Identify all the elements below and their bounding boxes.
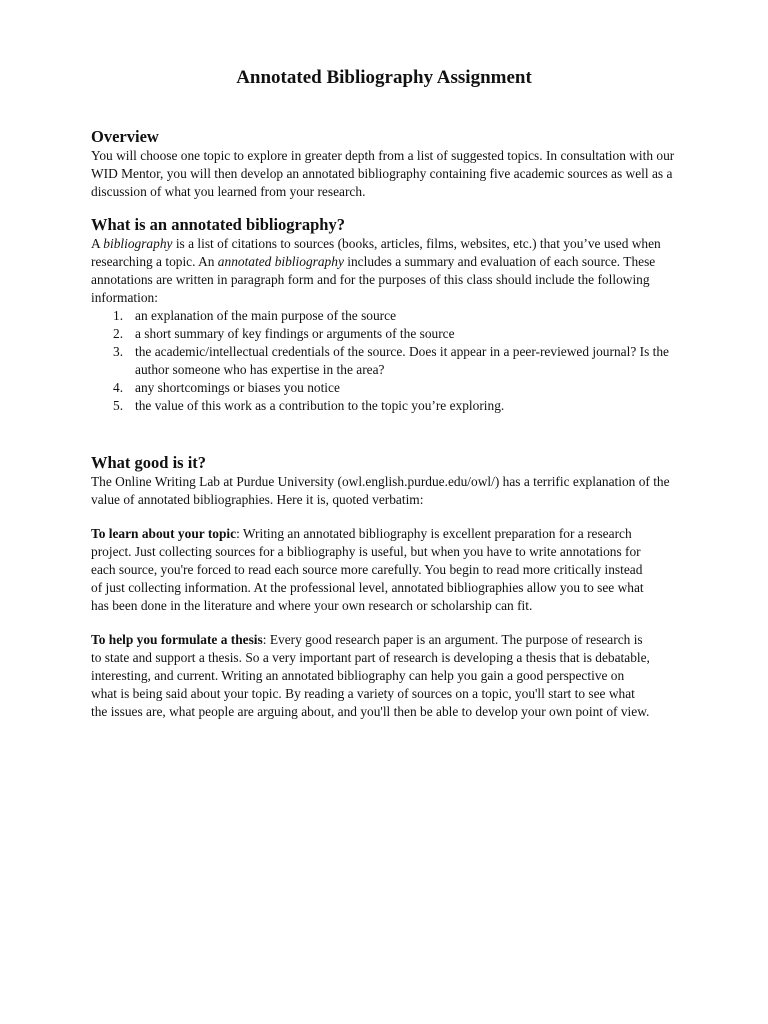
list-item [91, 397, 687, 415]
what-is-section [91, 215, 687, 415]
text-run: is a list of citations to sources (books, articles, films, websites, etc.) that you’ve used when researching a topic. An [91, 236, 661, 269]
term-annotated-bibliography: annotated bibliography [217, 254, 344, 269]
text-run: includes a summary and evaluation of each source. These annotations are written in paragraph form and for the purposes of this class should include the following information: [91, 254, 656, 305]
text-run: A [91, 236, 104, 251]
document-title: Annotated Bibliography Assignment [236, 67, 532, 88]
quote-text: : Writing an annotated bibliography is excellent preparation for a research project. Just collecting sources for a bibliography is useful, but when you have to write annotations for each source, you're forced to read each source more carefully. You begin to read more critically instead of just collecting information. At the professional level, annotated bibliographies allow you to see what has been done in the literature and where your own research or scholarship can fit. [91, 526, 644, 613]
list-item [91, 343, 687, 379]
document-body [91, 127, 687, 721]
quote-formulate-thesis [91, 631, 651, 721]
quote-lead: To help you formulate a thesis [91, 632, 263, 647]
quote-text: : Every good research paper is an argument. The purpose of research is to state and support a thesis. So a very important part of research is developing a thesis that is debatable, interesting, and current. Writing an annotated bibliography can help you gain a good perspective on what is being said about your topic. By reading a variety of sources on a topic, you'll start to see what the issues are, what people are arguing about, and you'll then be able to develop your own point of view. [91, 632, 650, 719]
annotation-info-list [91, 307, 687, 415]
overview-paragraph: You will choose one topic to explore in greater depth from a list of suggested topics. In consultation with our WID Mentor, you will then develop an annotated bibliography containing five academic sources as well as a discussion of what you learned from your research. [91, 148, 675, 199]
list-item [91, 325, 687, 343]
list-number: 3. [113, 344, 124, 359]
list-number: 1. [113, 308, 124, 323]
list-number: 4. [113, 380, 124, 395]
list-item [91, 307, 687, 325]
what-good-paragraph: The Online Writing Lab at Purdue University (owl.english.purdue.edu/owl/) has a terrific explanation of the value of annotated bibliographies. Here it is, quoted verbatim: [91, 474, 670, 507]
list-text: any shortcomings or biases you notice [135, 380, 340, 395]
quote-lead: To learn about your topic [91, 526, 237, 541]
list-number: 2. [113, 326, 124, 341]
term-bibliography: bibliography [103, 236, 173, 251]
what-is-paragraph [91, 235, 687, 307]
list-text: a short summary of key findings or arguments of the source [135, 326, 455, 341]
what-good-heading: What good is it? [91, 453, 207, 472]
quote-learn-topic [91, 525, 651, 615]
list-text: an explanation of the main purpose of the source [135, 308, 397, 323]
list-text: the academic/intellectual credentials of the source. Does it appear in a peer-reviewed journal? Is the author someone who has expertise in the area? [135, 344, 669, 377]
list-text: the value of this work as a contribution to the topic you’re exploring. [135, 398, 505, 413]
what-good-section [91, 453, 687, 721]
overview-section [91, 127, 687, 201]
overview-heading: Overview [91, 127, 159, 146]
list-item [91, 379, 687, 397]
list-number: 5. [113, 398, 124, 413]
what-is-heading: What is an annotated bibliography? [91, 215, 345, 234]
